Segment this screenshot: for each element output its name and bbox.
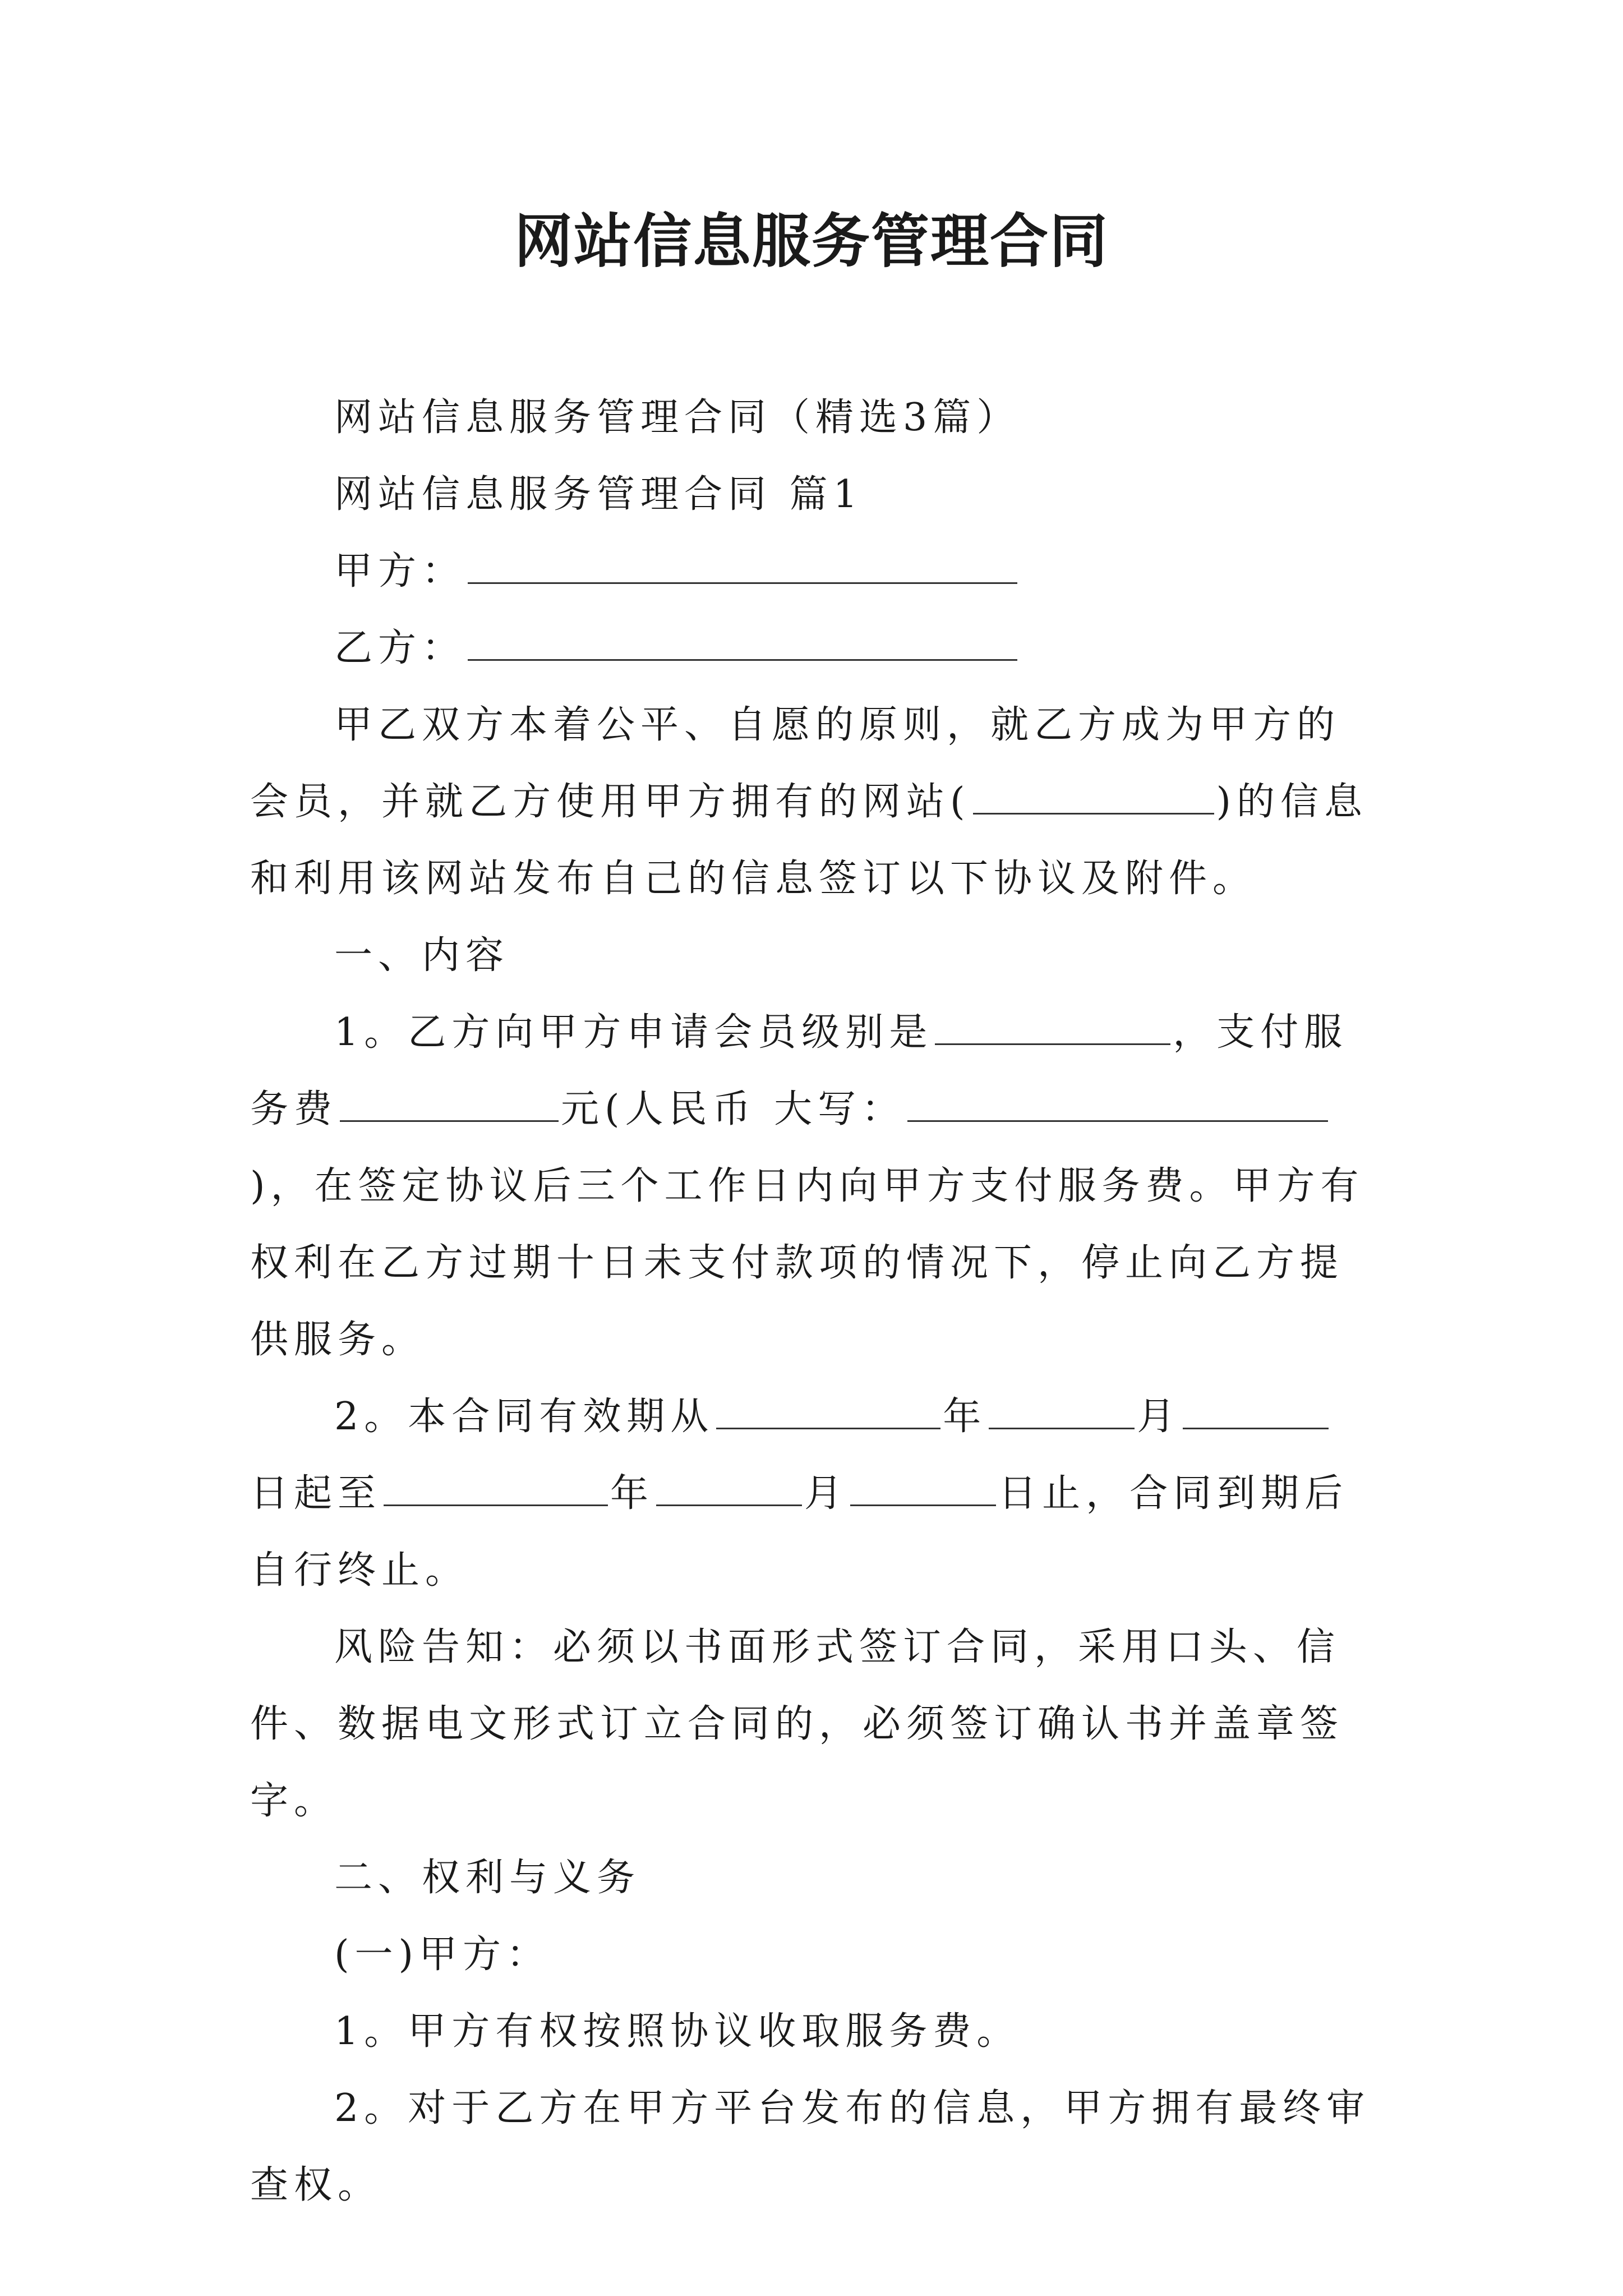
item-2-end: 日止，合同到期后自行终止。 <box>250 1471 1349 1593</box>
party-a-line <box>250 533 1372 610</box>
start-year-blank <box>716 1393 940 1429</box>
sub-section-party-a: (一)甲方： <box>334 1932 551 1977</box>
item-1-text-c: 元(人民币 大写： <box>561 1087 906 1131</box>
intro-text-b: )的信息和利用该网站发布自己的信息签订以下协议及附件。 <box>250 780 1368 901</box>
party-a-right-2: 2。对于乙方在甲方平台发布的信息，甲方拥有最终审查权。 <box>250 2086 1371 2207</box>
document-title: 网站信息服务管理合同 <box>514 206 1109 275</box>
end-month-blank <box>656 1470 802 1506</box>
party-b-label: 乙方： <box>334 626 466 670</box>
end-year-label: 年 <box>610 1471 654 1516</box>
fee-uppercase-blank <box>907 1085 1328 1122</box>
party-a-label: 甲方： <box>334 549 466 593</box>
collection-heading: 网站信息服务管理合同（精选3篇） <box>334 395 1021 440</box>
party-b-blank <box>468 624 1017 661</box>
fee-amount-blank <box>340 1085 559 1122</box>
item-1-text-b: ，支付服务费 <box>250 1010 1348 1131</box>
item-2-paragraph <box>250 1378 1372 1609</box>
start-month-blank <box>989 1393 1135 1429</box>
end-year-blank <box>384 1470 608 1506</box>
website-blank <box>973 778 1214 815</box>
section-1-heading: 一、内容 <box>334 933 510 978</box>
item-1-text-a: 1。乙方向甲方申请会员级别是 <box>334 1010 933 1055</box>
item-2-to: 起至 <box>294 1471 382 1516</box>
member-level-blank <box>935 1009 1170 1045</box>
start-year-label: 年 <box>943 1395 987 1439</box>
party-a-right-1: 1。甲方有权按照协议收取服务费。 <box>334 2009 1021 2054</box>
intro-text-a: 甲乙双方本着公平、自愿的原则，就乙方成为甲方的会员，并就乙方使用甲方拥有的网站( <box>250 703 1341 824</box>
end-day-blank <box>850 1470 996 1506</box>
risk-notice: 风险告知：必须以书面形式签订合同，采用口头、信件、数据电文形式订立合同的，必须签订确认书并盖章签字。 <box>250 1625 1344 1823</box>
party-a-blank <box>468 547 1017 584</box>
start-day-label: 日 <box>250 1471 294 1516</box>
item-1-text-d: )，在签定协议后三个工作日内向甲方支付服务费。甲方有权利在乙方过期十日未支付款项的情况下，停止向乙方提供服务。 <box>250 1164 1364 1362</box>
item-2-text-a: 2。本合同有效期从 <box>334 1395 714 1439</box>
section-2-heading: 二、权利与义务 <box>334 1856 641 1900</box>
intro-paragraph <box>250 687 1372 917</box>
article-heading: 网站信息服务管理合同 篇1 <box>334 472 863 517</box>
item-1-paragraph <box>250 994 1372 1378</box>
party-b-line <box>250 610 1372 687</box>
document-body <box>250 379 1372 2224</box>
start-day-blank <box>1183 1393 1329 1429</box>
end-month-label: 月 <box>804 1471 849 1516</box>
start-month-label: 月 <box>1137 1395 1181 1439</box>
